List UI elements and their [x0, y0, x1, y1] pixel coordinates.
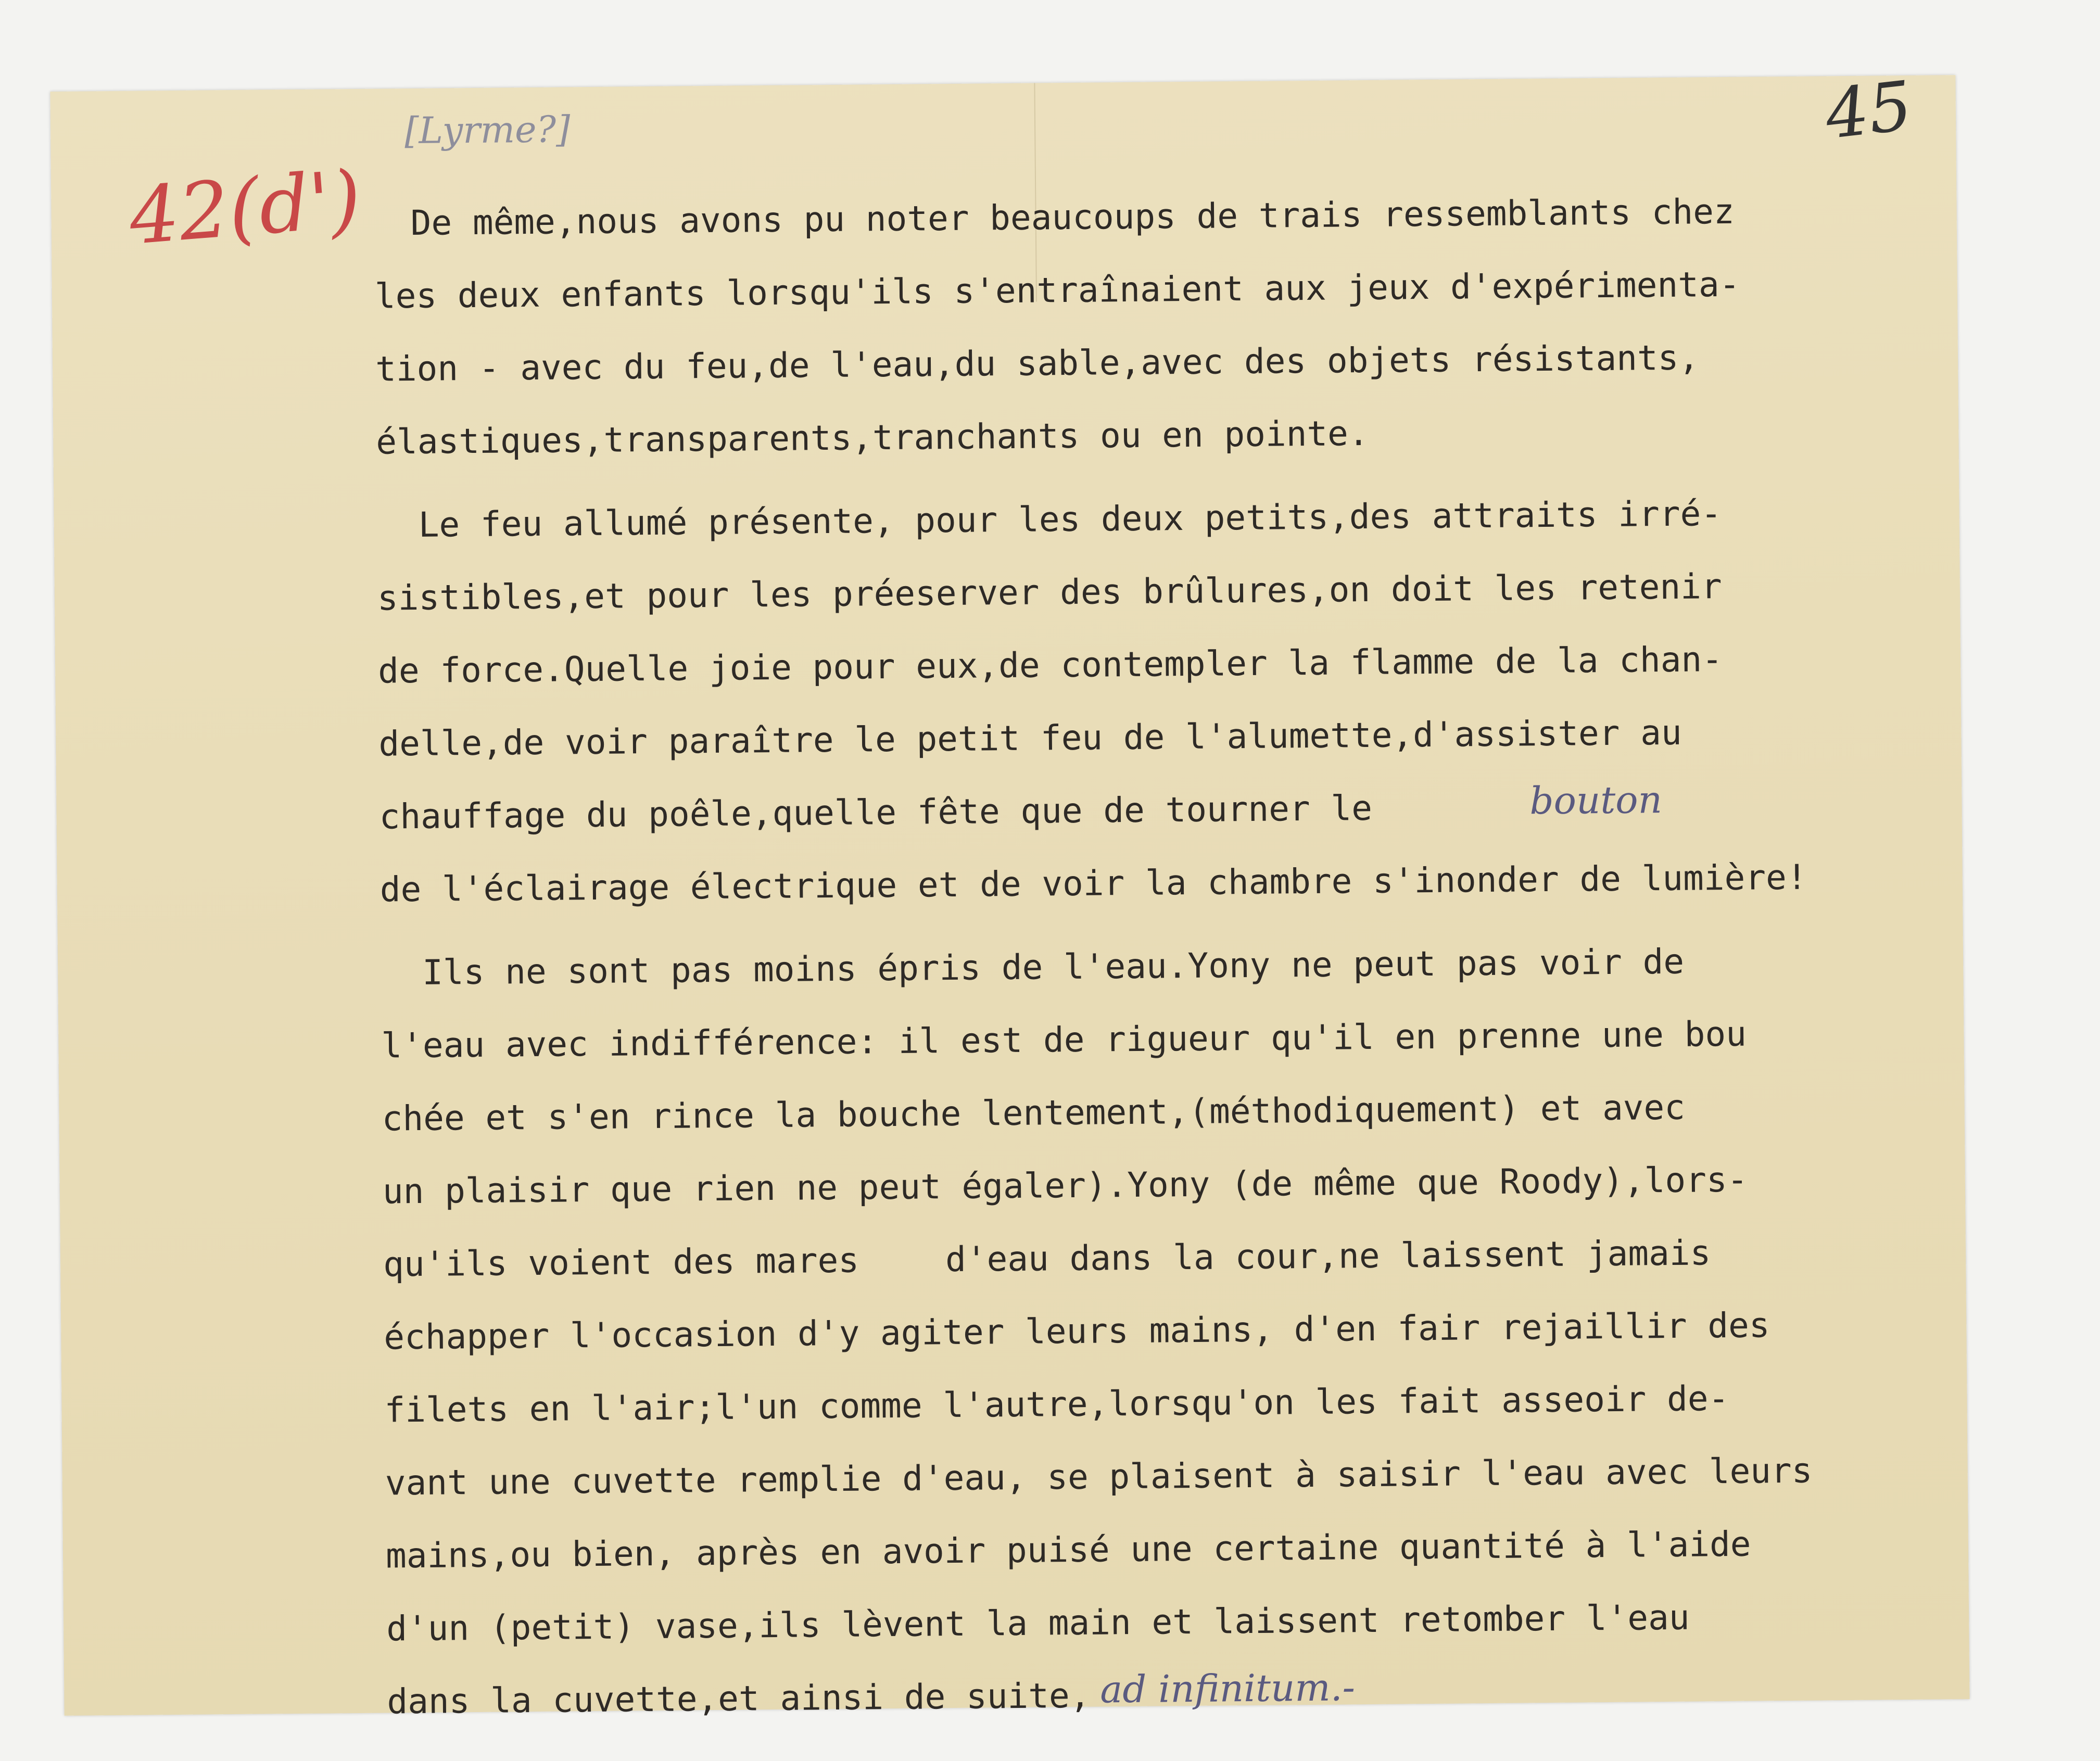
text-line: l'eau avec indifférence: il est de rigueur qu'il en prenne une bou: [381, 1013, 1747, 1066]
text-line: Ils ne sont pas moins épris de l'eau.Yony ne peut pas voir de: [422, 941, 1685, 993]
text-line: élastiques,transparents,tranchants ou en pointe.: [376, 413, 1369, 462]
handwritten-insertion-ad-infinitum: ad infinitum.-: [1099, 1665, 1356, 1712]
text-line: mains,ou bien, après en avoir puisé une certaine quantité à l'aide: [385, 1524, 1751, 1576]
text-line: tion - avec du feu,de l'eau,du sable,avec des objets résistants,: [375, 337, 1700, 389]
text-line: delle,de voir paraître le petit feu de l'alumette,d'assister au: [378, 712, 1682, 764]
text-line: échapper l'occasion d'y agiter leurs mains, d'en fair rejaillir des: [384, 1305, 1770, 1358]
page-number: 45: [1821, 66, 1916, 155]
text-line: De même,nous avons pu noter beaucoups de trais ressemblants chez: [410, 191, 1735, 243]
text-line: qu'ils voient des mares: [383, 1240, 859, 1285]
typed-text-body: [50, 75, 1969, 1722]
text-line: de l'éclairage électrique et de voir la chambre s'inonder de lumière!: [379, 857, 1807, 910]
text-line: vant une cuvette remplie d'eau, se plaisent à saisir l'eau avec leurs: [385, 1450, 1813, 1503]
handwritten-insertion-bouton: bouton: [1529, 778, 1663, 823]
text-line: les deux enfants lorsqu'ils s'entraînaient aux jeux d'expérimenta-: [374, 264, 1740, 316]
document-page: [50, 66, 1969, 1722]
red-archive-number: 42(d'): [126, 154, 364, 262]
text-line: filets en l'air;l'un comme l'autre,lorsqu'on les fait asseoir de-: [384, 1378, 1729, 1430]
text-line: Le feu allumé présente, pour les deux petits,des attraits irré-: [418, 493, 1722, 545]
text-line: d'eau dans la cour,ne laissent jamais: [945, 1233, 1711, 1280]
text-line: d'un (petit) vase,ils lèvent la main et laissent retomber l'eau: [386, 1597, 1690, 1649]
text-line: de force.Quelle joie pour eux,de contempler la flamme de la chan-: [377, 639, 1723, 691]
text-line: dans la cuvette,et ainsi de suite,: [387, 1675, 1091, 1722]
grey-pencil-note: [Lyrme?]: [404, 108, 571, 153]
text-line: sistibles,et pour les préeserver des brûlures,on doit les retenir: [377, 566, 1723, 618]
text-line: chée et s'en rince la bouche lentement,(méthodiquement) et avec: [382, 1087, 1686, 1139]
text-line: chauffage du poêle,quelle fête que de tourner le: [379, 788, 1373, 837]
text-line: un plaisir que rien ne peut égaler).Yony (de même que Roody),lors-: [382, 1159, 1748, 1212]
